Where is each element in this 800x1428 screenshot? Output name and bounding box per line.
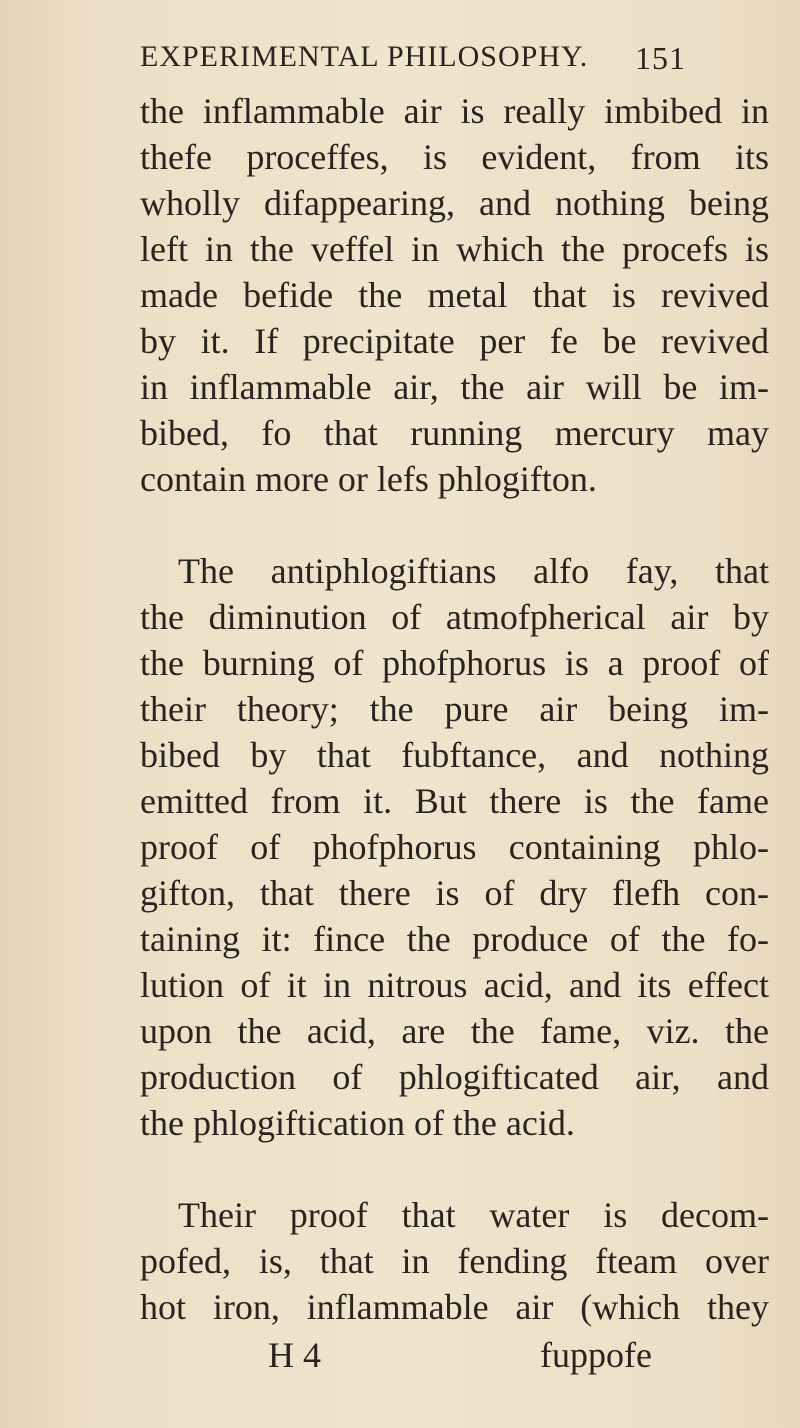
text-line: pofed, is, that in fending fteam over: [140, 1241, 769, 1281]
text-line: by it. If precipitate per fe be revived: [140, 321, 769, 361]
text-line: left in the veffel in which the procefs is: [140, 229, 769, 269]
text-line: gifton, that there is of dry flefh con-: [140, 873, 769, 913]
catchword: fuppofe: [540, 1335, 652, 1375]
paragraph-gap: [140, 502, 780, 548]
body-text: [140, 88, 780, 1330]
text-line: proof of phofphorus containing phlo-: [140, 827, 769, 867]
text-line: the inflammable air is really imbibed in: [140, 91, 769, 131]
running-title: EXPERIMENTAL PHILOSOPHY.: [140, 40, 589, 73]
text-line: taining it: fince the produce of the fo-: [140, 919, 769, 959]
text-line: thefe proceffes, is evident, from its: [140, 137, 769, 177]
page-footer: [140, 1332, 780, 1378]
paragraph-2: [140, 548, 780, 1146]
text-line: the phlogiftication of the acid.: [140, 1103, 575, 1143]
paragraph-1: [140, 88, 780, 502]
text-line: the burning of phofphorus is a proof of: [140, 643, 769, 683]
page-number: 151: [635, 40, 686, 76]
signature-mark: H 4: [268, 1335, 321, 1375]
text-line: lution of it in nitrous acid, and its effect: [140, 965, 769, 1005]
text-line: made befide the metal that is revived: [140, 275, 769, 315]
paragraph-gap: [140, 1146, 780, 1192]
text-line: contain more or lefs phlogifton.: [140, 459, 597, 499]
text-line: Their proof that water is decom-: [178, 1195, 769, 1235]
text-line: the diminution of atmofpherical air by: [140, 597, 769, 637]
text-line: bibed, fo that running mercury may: [140, 413, 769, 453]
text-line: wholly difappearing, and nothing being: [140, 183, 769, 223]
text-line: The antiphlogiftians alfo fay, that: [178, 551, 769, 591]
text-line: their theory; the pure air being im-: [140, 689, 769, 729]
text-line: in inflammable air, the air will be im-: [140, 367, 769, 407]
text-line: hot iron, inflammable air (which they: [140, 1287, 769, 1327]
text-line: production of phlogifticated air, and: [140, 1057, 769, 1097]
running-head: [140, 40, 780, 80]
text-line: bibed by that fubftance, and nothing: [140, 735, 769, 775]
text-line: emitted from it. But there is the fame: [140, 781, 769, 821]
text-line: upon the acid, are the fame, viz. the: [140, 1011, 769, 1051]
paragraph-3: [140, 1192, 780, 1330]
